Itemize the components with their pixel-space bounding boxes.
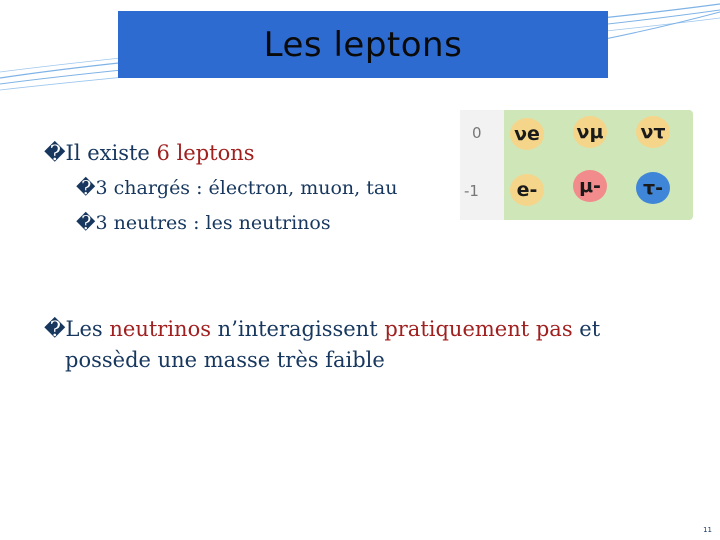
tau-neutrino: ντ	[636, 116, 670, 148]
bullet-icon: �	[44, 317, 66, 341]
tau: τ-	[636, 172, 670, 204]
electron-neutrino: νe	[510, 118, 544, 150]
charge-zero-label: 0	[472, 124, 482, 142]
muon-neutrino: νμ	[573, 116, 607, 148]
charge-column	[460, 110, 504, 220]
bullet-charged: �3 chargés : électron, muon, tau	[76, 177, 398, 199]
muon: μ-	[573, 170, 607, 202]
lepton-table	[460, 110, 693, 220]
bullet-neutral: �3 neutres : les neutrinos	[76, 212, 331, 234]
bullet-leptons-count: �Il existe 6 leptons	[44, 141, 255, 165]
bullet-icon: �	[76, 177, 96, 199]
bullet-icon: �	[76, 212, 96, 234]
electron: e-	[510, 174, 544, 206]
bullet-neutrinos-interaction: �Les neutrinos n’interagissent pratiquement pas et	[44, 317, 601, 341]
slide-title: Les leptons	[263, 24, 463, 65]
bullet-neutrinos-mass: possède une masse très faible	[65, 348, 385, 372]
page-number: 11	[703, 526, 712, 534]
bullet-icon: �	[44, 141, 66, 165]
title-banner	[118, 11, 608, 78]
charge-minus-one-label: -1	[464, 182, 479, 200]
